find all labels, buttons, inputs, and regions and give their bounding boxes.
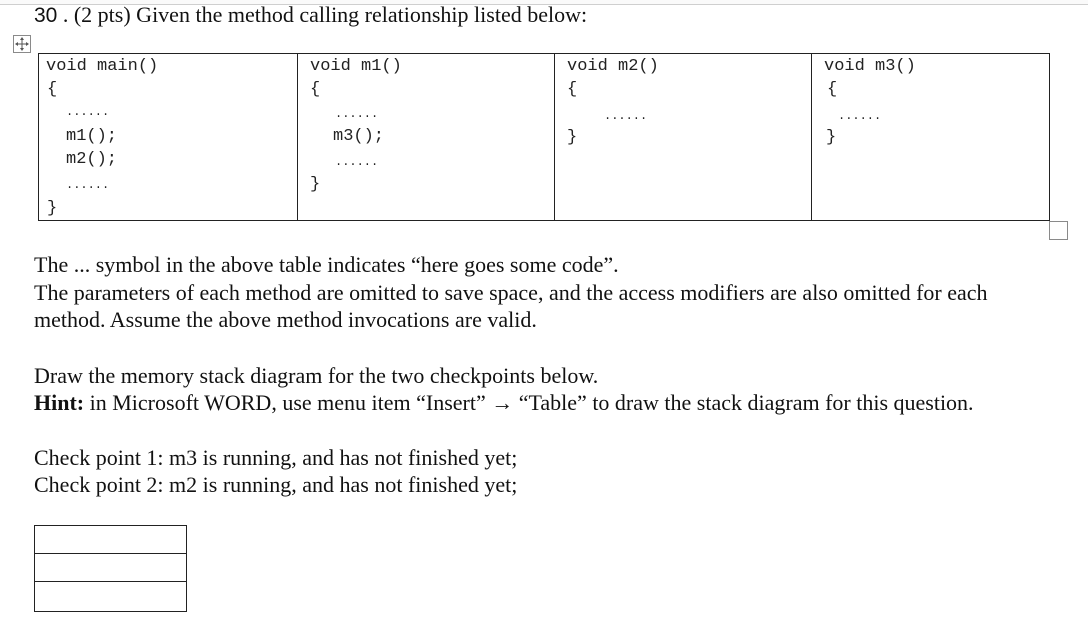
stack-row[interactable] — [35, 582, 186, 611]
paragraph-hint — [34, 389, 974, 417]
question-heading: 30 . (2 pts) Given the method calling relationship listed below: — [34, 2, 588, 27]
code-cell-m3[interactable] — [812, 54, 1049, 220]
table-move-handle-icon[interactable] — [13, 35, 31, 53]
code-cell-main[interactable] — [39, 54, 298, 220]
open-brace: { — [827, 80, 838, 99]
stack-row[interactable] — [35, 526, 186, 554]
code-placeholder: ...... — [66, 105, 110, 119]
stack-diagram-table — [34, 525, 187, 612]
close-brace: } — [826, 128, 837, 147]
method-signature: void main() — [46, 57, 159, 76]
close-brace: } — [310, 175, 321, 194]
code-placeholder: ...... — [66, 178, 110, 192]
paragraph-parameters-note: The parameters of each method are omitted to save space, and the access modifiers are also omitted for each — [34, 280, 988, 305]
code-cell-m2[interactable] — [555, 54, 812, 220]
close-brace: } — [47, 199, 58, 218]
table-resize-handle-icon[interactable] — [1049, 221, 1068, 240]
stack-row[interactable] — [35, 554, 186, 582]
call-line: m3(); — [333, 127, 385, 146]
code-placeholder: ...... — [335, 107, 379, 121]
paragraph-ellipsis-note: The ... symbol in the above table indicates “here goes some code”. — [34, 252, 619, 277]
paragraph-instructions: Draw the memory stack diagram for the two checkpoints below. — [34, 363, 599, 388]
paragraph-parameters-note-cont: method. Assume the above method invocations are valid. — [34, 307, 537, 332]
code-cell-m1[interactable] — [298, 54, 555, 220]
code-placeholder: ...... — [838, 109, 882, 123]
code-placeholder: ...... — [335, 155, 379, 169]
method-signature: void m1() — [310, 57, 402, 76]
method-signature: void m2() — [567, 57, 659, 76]
question-number: 30 — [34, 4, 58, 27]
open-brace: { — [47, 80, 58, 99]
question-text: (2 pts) Given the method calling relationship listed below: — [73, 2, 588, 27]
close-brace: } — [567, 128, 578, 147]
checkpoint-2: Check point 2: m2 is running, and has not finished yet; — [34, 472, 518, 497]
method-code-table — [38, 53, 1050, 221]
method-signature: void m3() — [824, 57, 916, 76]
call-line: m1(); — [66, 127, 118, 146]
hint-label: Hint: — [34, 390, 85, 415]
open-brace: { — [310, 80, 321, 99]
checkpoint-1: Check point 1: m3 is running, and has not finished yet; — [34, 445, 518, 470]
call-line: m2(); — [66, 150, 118, 169]
open-brace: { — [567, 80, 578, 99]
hint-text: in Microsoft WORD, use menu item “Insert” → “Table” to draw the stack diagram for this question. — [84, 390, 974, 415]
code-placeholder: ...... — [604, 109, 648, 123]
